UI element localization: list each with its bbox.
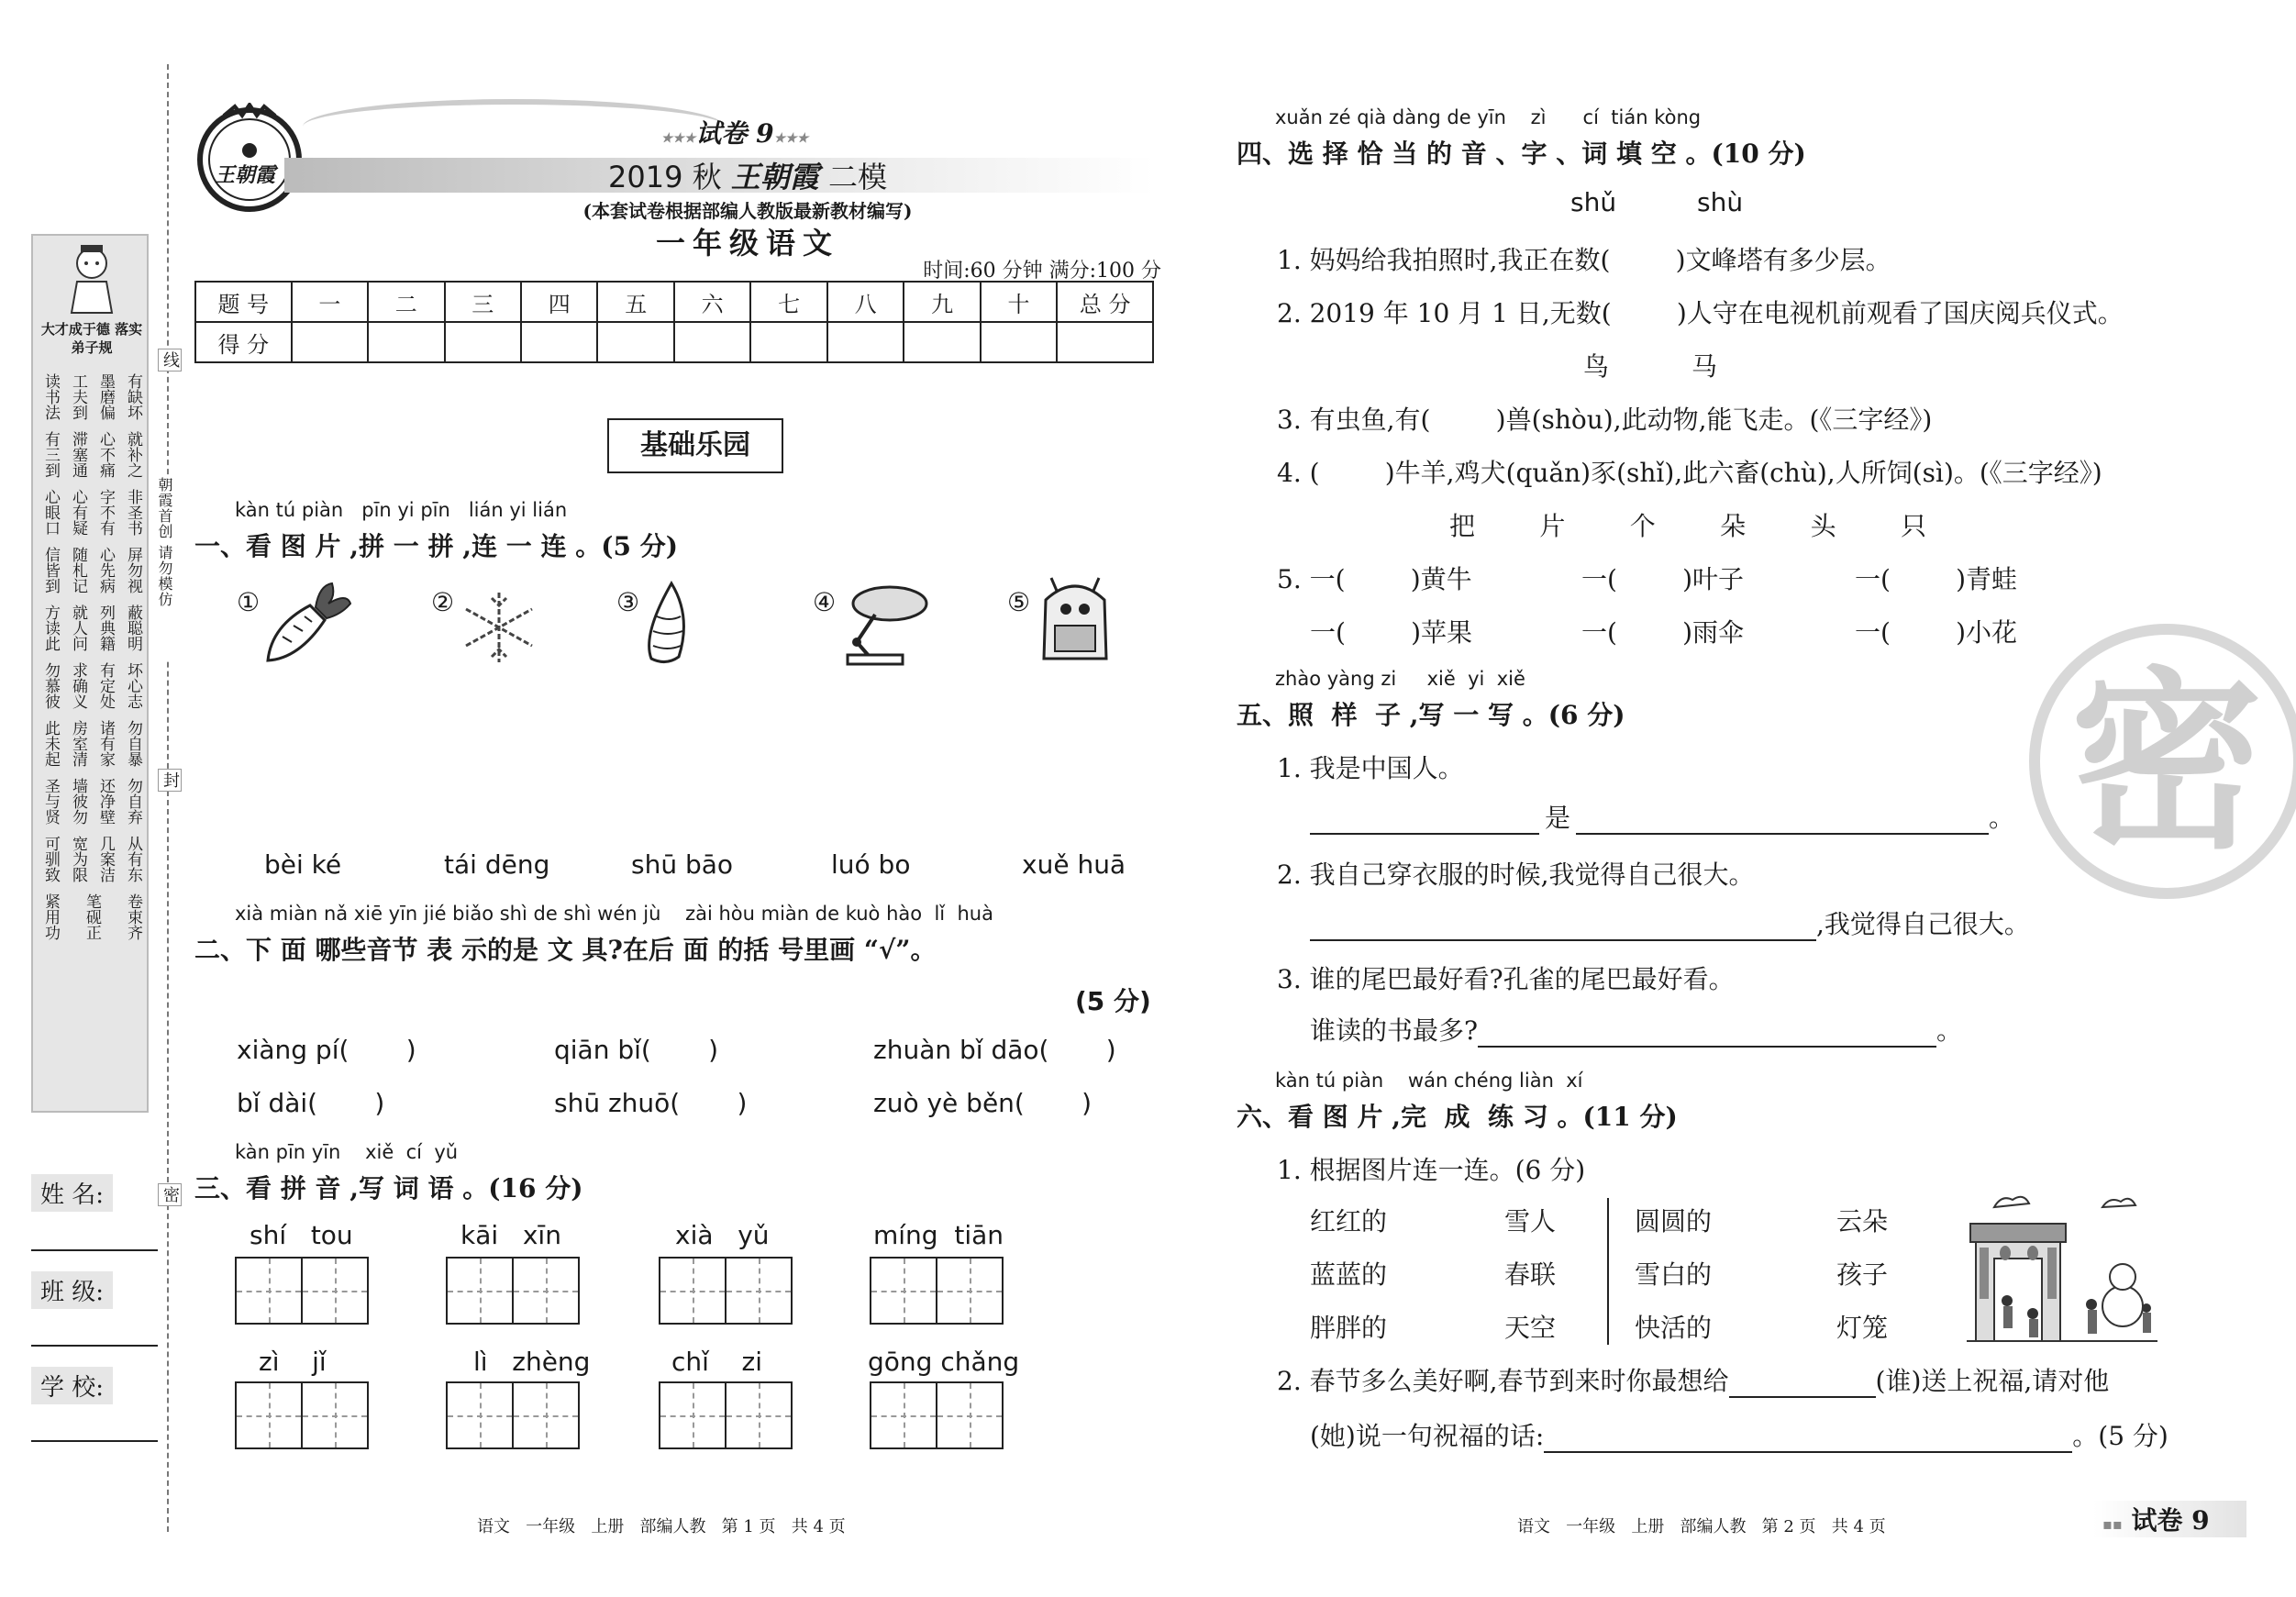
score-col-header: 八 [827,282,904,322]
poem-group [40,893,143,940]
q2-title: 二、下 面 哪些音节 表 示的是 文 具?在后 面 的括 号里画 “√”。 [194,935,937,965]
poem-group [40,720,143,767]
q2-item-3[interactable]: zhuàn bǐ dāo( ) [873,1035,1116,1065]
q2-pinyin: xià miàn nǎ xiē yīn jié biǎo shì de shì wén jù zài hòu miàn de kuò hào lǐ huà [235,903,993,925]
q3-grid-6[interactable] [446,1381,580,1449]
q4-line-4[interactable]: 4. ( )牛羊,鸡犬(quǎn)豕(shǐ),此六畜(chù),人所饲(sì)。(《三字经》) [1277,458,2102,488]
score-cell[interactable] [445,322,521,362]
q6-right-noun-1: 云朵 [1836,1206,1889,1237]
q2-item-2[interactable]: qiān bǐ( ) [554,1035,719,1065]
q4-pinyin: xuǎn zé qià dàng de yīn zì cí tián kòng [1275,106,1702,128]
motto-text: 大才成于德 落实弟子规 [40,321,143,356]
right-footer: 语文 一年级 上册 部编人教 第 2 页 共 4 页 [1517,1517,1886,1536]
q6-sub-2-line-2[interactable] [1310,1416,2168,1453]
scholar-illustration [59,241,125,315]
school-field[interactable] [31,1440,158,1442]
q1-num-3: ③ [616,587,640,617]
poem-column: 求确义 [69,662,87,709]
poem-column: 墙彼勿 [69,778,87,825]
option-pian: 片 [1539,511,1566,541]
score-cell[interactable] [750,322,826,362]
poem-group [40,836,143,882]
poem-column: 勿慕彼 [41,662,60,709]
q3-pinyin-7: chǐ zi [671,1347,762,1377]
poem-group [40,489,143,536]
poem-column: 房室清 [69,720,87,767]
poem-group [40,373,143,420]
score-col-header: 四 [521,282,597,322]
poem-column: 勿自暴 [124,720,142,767]
poem-column: 此未起 [41,720,60,767]
poem-column: 心不痛 [96,431,115,478]
side-label-line: 线 [158,349,182,372]
q4-measure-2[interactable]: 一( )叶子 [1581,564,1745,594]
q3-grid-4[interactable] [870,1257,1004,1325]
option-zhi: 只 [1900,511,1926,541]
poem-column: 有定处 [96,662,115,709]
poem-column: 圣与贤 [41,778,60,825]
q3-pinyin-2: kāi xīn [460,1220,561,1250]
title-year: 2019 秋 [608,160,722,194]
poem-column: 就补之 [124,431,142,478]
score-col-header: 十 [981,282,1057,322]
q5-blank-2[interactable] [1310,914,1816,941]
motto-panel [31,234,149,1113]
side-label-seal: 封 [158,769,182,792]
q5-example-2: 2. 我自己穿衣服的时候,我觉得自己很大。 [1277,859,1755,890]
side-label-secret: 密 [158,1183,182,1206]
poem-column: 随札记 [69,547,87,593]
q5-pinyin: zhào yàng zi xiě yi xiě [1275,668,1525,690]
score-cell[interactable] [981,322,1057,362]
class-field[interactable] [31,1345,158,1347]
poem-column: 心有疑 [69,489,87,536]
q4-line-2[interactable]: 2. 2019 年 10 月 1 日,无数( )人守在电视机前观看了国庆阅兵仪式。 [1277,298,2124,328]
q5-blank-1a[interactable] [1310,807,1539,835]
score-cell[interactable] [292,322,368,362]
poem-column: 紧用功 [41,893,60,940]
q6-left-adj-3: 胖胖的 [1310,1313,1388,1343]
q5-example-1: 1. 我是中国人。 [1277,753,1464,783]
poem-column: 坏心志 [124,662,142,709]
q5-title: 五、照 样 子 ,写 一 写 。(6 分) [1237,700,1625,730]
q1-num-2: ② [431,587,455,617]
poem-column: 就人问 [69,604,87,651]
lamp-icon [838,578,930,673]
poem-group [40,547,143,593]
poem-column: 心眼口 [41,489,60,536]
left-footer: 语文 一年级 上册 部编人教 第 1 页 共 4 页 [477,1517,846,1536]
poem-column: 笔砚正 [83,893,101,940]
q3-grid-8[interactable] [870,1381,1004,1449]
poem-column: 心先病 [96,547,115,593]
q3-pinyin: kàn pīn yīn xiě cí yǔ [235,1141,459,1163]
q6-left-adj-2: 蓝蓝的 [1310,1259,1388,1290]
score-table [194,281,1154,363]
score-col-header: 二 [368,282,444,322]
q6-right-adj-3: 快活的 [1635,1313,1713,1343]
side-label-original: 朝霞首创 请勿模仿 [156,477,172,660]
score-cell[interactable] [904,322,980,362]
poem-column: 工夫到 [69,373,87,420]
name-label: 姓 名: [31,1174,113,1212]
q3-pinyin-1: shí tou [250,1220,353,1250]
q4-measure-4[interactable]: 一( )苹果 [1310,617,1473,648]
score-row-label: 题 号 [195,282,292,322]
q1-pinyin: kàn tú piàn pīn yi pīn lián yi lián [235,499,568,521]
q4-option-shu4: shù [1697,187,1744,217]
poem-column: 卷束齐 [124,893,142,940]
score-cell[interactable] [827,322,904,362]
q2-item-5[interactable]: shū zhuō( ) [554,1088,748,1118]
score-col-header: 一 [292,282,368,322]
score-cell[interactable] [597,322,673,362]
carrot-icon [262,580,354,671]
poem-column: 几案洁 [96,836,115,882]
poem-column: 列典籍 [96,604,115,651]
q6-left-noun-2: 春联 [1504,1259,1557,1290]
section-banner: 基础乐园 [607,418,783,473]
q6-divider [1607,1198,1609,1345]
q3-pinyin-8: gōng chǎng [868,1347,1020,1377]
q6-sub2-prompt: (她)说一句祝福的话: [1310,1421,1545,1451]
poem-column: 有缺坏 [124,373,142,420]
q6-pinyin: kàn tú piàn wán chéng liàn xí [1275,1070,1583,1092]
corner-tag-text: 试卷 9 [2131,1505,2210,1536]
secret-stamp-text: 密 [2069,650,2263,875]
q1-word-5: xuě huā [1022,849,1126,880]
score-col-header: 七 [750,282,826,322]
q5-example-3: 3. 谁的尾巴最好看?孔雀的尾巴最好看。 [1277,964,1735,994]
q5-tail-2: ,我觉得自己很大。 [1816,909,2030,939]
poem-group [40,431,143,478]
poem-column: 宽为限 [69,836,87,882]
q3-pinyin-3: xià yǔ [675,1220,770,1250]
q4-measure-options [1449,506,1926,543]
shell-icon [638,580,693,671]
q4-measure-6[interactable]: 一( )小花 [1855,617,2018,648]
q1-title: 一、看 图 片 ,拼 一 拼 ,连 一 连 。(5 分) [194,531,678,561]
brand-logo-text: 王朝霞 [215,163,276,187]
score-col-header: 三 [445,282,521,322]
title-brand: 王朝霞 [730,160,819,194]
poem-column: 勿自弃 [124,778,142,825]
q6-sub-2-line-1[interactable] [1277,1361,2109,1398]
q5-line-3[interactable] [1310,1011,1962,1048]
q6-blank-who[interactable] [1729,1370,1876,1398]
q4-option-shu3: shǔ [1570,187,1617,217]
score-value-row [195,322,1153,362]
q6-right-adj-1: 圆圆的 [1635,1206,1713,1237]
q1-word-3: shū bāo [631,849,734,880]
q5-line-2[interactable] [1310,904,2030,941]
q6-blank-wish[interactable] [1544,1425,2072,1453]
q5-end-1: 。 [1989,803,2015,833]
grade-subject: 一年级语文 [655,226,839,261]
q4-option-ma: 马 [1691,351,1718,382]
subtitle: (本套试卷根据部编人教版最新教材编写) [582,200,913,222]
q2-item-1[interactable]: xiàng pí( ) [237,1035,416,1065]
option-ba: 把 [1449,511,1476,541]
poem-column: 蔽聪明 [124,604,142,651]
q3-grid-7[interactable] [659,1381,793,1449]
option-ge: 个 [1629,511,1656,541]
poem-column: 字不有 [96,489,115,536]
q4-line-3[interactable]: 3. 有虫鱼,有( )兽(shòu),此动物,能飞走。(《三字经》) [1277,405,1933,435]
q6-sub2-prefix: 2. 春节多么美好啊,春节到来时你最想给 [1277,1366,1729,1396]
q6-left-adj-1: 红红的 [1310,1206,1388,1237]
corner-tag: ▪▪ 试卷 9 [2093,1501,2246,1537]
q3-pinyin-6: lì zhèng [473,1347,591,1377]
poem-columns [40,373,143,951]
q6-sub2-suffix: (谁)送上祝福,请对他 [1875,1366,2110,1396]
q6-sub-1: 1. 根据图片连一连。(6 分) [1277,1155,1586,1185]
poem-column: 滞塞通 [69,431,87,478]
school-label: 学 校: [31,1367,113,1404]
score-cell[interactable] [521,322,597,362]
poem-column: 有三到 [41,431,60,478]
q3-grid-5[interactable] [235,1381,369,1449]
q4-option-niao: 鸟 [1583,351,1610,382]
time-info: 时间:60 分钟 满分:100 分 [923,260,1161,283]
q4-measure-5[interactable]: 一( )雨伞 [1581,617,1745,648]
name-field[interactable] [31,1249,158,1251]
q2-item-6[interactable]: zuò yè běn( ) [873,1088,1093,1118]
class-label: 班 级: [31,1271,113,1309]
secret-stamp [2029,624,2296,899]
poem-column: 还净壁 [96,778,115,825]
q4-measure-3[interactable]: 一( )青蛙 [1855,564,2018,594]
q5-line-1[interactable] [1310,798,2014,835]
poem-column: 诸有家 [96,720,115,767]
binding-dashed-line [167,64,169,1532]
q1-num-1: ① [237,587,261,617]
poem-column: 屏勿视 [124,547,142,593]
q6-left-noun-1: 雪人 [1504,1206,1557,1237]
q6-right-noun-2: 孩子 [1836,1259,1889,1290]
score-row-label: 得 分 [195,322,292,362]
score-col-header: 六 [674,282,750,322]
option-duo: 朵 [1720,511,1747,541]
poem-column: 信皆到 [41,547,60,593]
q4-title: 四、选 择 恰 当 的 音 、字 、词 填 空 。(10 分) [1237,139,1806,169]
q2-score: (5 分) [1075,986,1151,1016]
paper-tag-text: 试卷 9 [695,118,774,149]
q5-blank-1b[interactable] [1576,807,1989,835]
score-total-header: 总 分 [1057,282,1153,322]
q3-grid-1[interactable] [235,1257,369,1325]
q5-shi: 是 [1545,803,1571,833]
poem-column: 非圣书 [124,489,142,536]
main-title [596,154,899,196]
q5-question-3: 谁读的书最多? [1310,1015,1479,1046]
poem-column: 方读此 [41,604,60,651]
q1-num-4: ④ [813,587,837,617]
poem-column: 从有东 [124,836,142,882]
paper-tag: ★★★试卷 9★★★ [660,118,809,149]
q5-end-3: 。 [1936,1015,1963,1046]
poem-group [40,662,143,709]
q3-pinyin-4: míng tiān [873,1220,1004,1250]
q6-left-noun-3: 天空 [1504,1313,1557,1343]
q6-right-noun-3: 灯笼 [1836,1313,1889,1343]
spring-festival-illustration [1967,1187,2157,1347]
q1-word-2: tái dēng [444,849,550,880]
q6-sub2-score: 。(5 分) [2072,1421,2168,1451]
score-col-header: 五 [597,282,673,322]
poem-group [40,604,143,651]
snowflake-icon [455,589,543,670]
score-col-header: 九 [904,282,980,322]
q2-item-4[interactable]: bǐ dài( ) [237,1088,385,1118]
option-tou: 头 [1810,511,1836,541]
q4-measure-1[interactable]: 5. 一( )黄牛 [1277,564,1472,594]
q5-blank-3[interactable] [1478,1020,1936,1048]
q3-title: 三、看 拼 音 ,写 词 语 。(16 分) [194,1173,583,1203]
q6-title: 六、看 图 片 ,完 成 练 习 。(11 分) [1237,1102,1678,1132]
q1-word-1: bèi ké [264,849,342,880]
q3-grid-2[interactable] [446,1257,580,1325]
q3-grid-3[interactable] [659,1257,793,1325]
score-cell[interactable] [674,322,750,362]
poem-column: 可驯致 [41,836,60,882]
score-cell[interactable] [368,322,444,362]
poem-group [40,778,143,825]
poem-column: 读书法 [41,373,60,420]
q4-line-1[interactable]: 1. 妈妈给我拍照时,我正在数( )文峰塔有多少层。 [1277,245,1891,275]
title-suffix: 二模 [827,160,887,194]
score-header-row [195,282,1153,322]
q3-pinyin-5: zì jǐ [259,1347,327,1377]
q6-right-adj-2: 雪白的 [1635,1259,1713,1290]
poem-column: 墨磨偏 [96,373,115,420]
schoolbag-icon [1031,576,1119,671]
score-cell[interactable] [1057,322,1153,362]
q1-word-4: luó bo [831,849,911,880]
q1-num-5: ⑤ [1007,587,1031,617]
